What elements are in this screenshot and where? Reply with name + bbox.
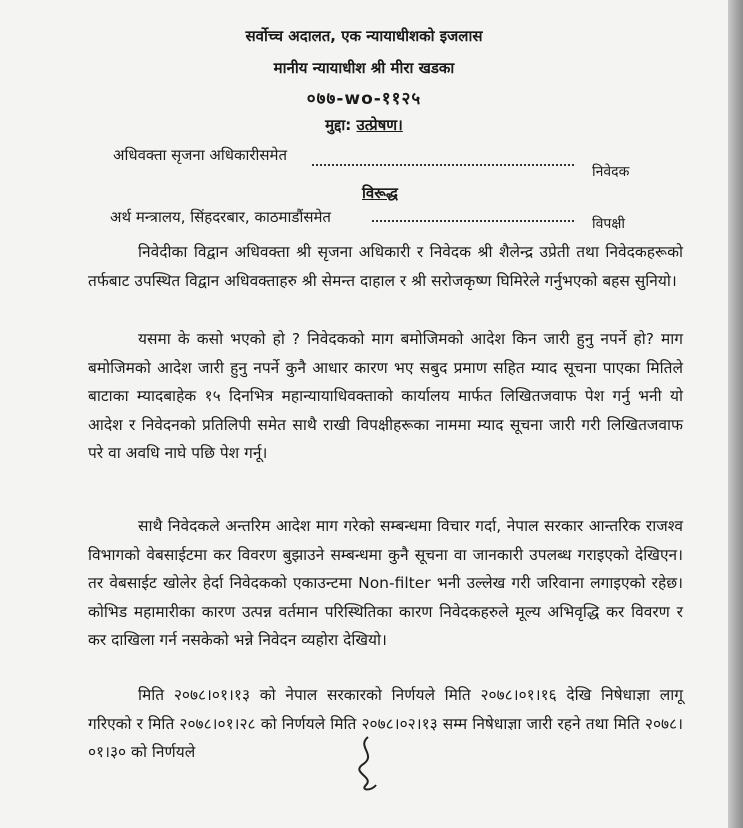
paragraph-dates: मिति २०७८।०१।१३ को नेपाल सरकारको निर्णयले मिति २०७८।०१।१६ देखि निषेधाज्ञा लागू गरिएको र मिति २०७८।०१।२८ को निर्णयले मिति २०७८।०२।१३ सम्म निषेधाज्ञा जारी रहने तथा मिति २०७८।०१।३० को निर्णयले: [88, 686, 683, 761]
paragraph-interim: साथै निवेदकले अन्तरिम आदेश माग गरेको सम्बन्धमा विचार गर्दा, नेपाल सरकार आन्तरिक राजश्व विभागको वेबसाईटमा कर विवरण बुझाउने सम्बन्धमा कुनै सूचना वा जानकारी उपलब्ध गराइएको देखिएन। तर वेबसाईट खोलेर हेर्दा निवेदकको एकाउन्टमा Non-filter भनी उल्लेख गरी जरिवाना लगाइएको रहेछ। कोभिड महामारीका कारण उत्पन्न वर्तमान परिस्थितिका कारण निवेदकहरुले मूल्य अभिवृद्धि कर विवरण र कर दाखिला गर्न नसकेको भन्ने निवेदन व्यहोरा देखियो।: [88, 517, 683, 649]
versus-label: विरूद्ध: [362, 184, 398, 202]
case-type-prefix: मुद्दा:: [325, 116, 352, 134]
respondent-name: अर्थ मन्त्रालय, सिंहदरबार, काठमाडौंसमेत: [110, 208, 331, 226]
case-number: ०७७-wo-११२५: [306, 89, 422, 109]
case-type: [0, 115, 728, 135]
paragraph-hearing: निवेदीका विद्वान अधिवक्ता श्री सृजना अधिकारी र निवेदक श्री शैलेन्द्र उप्रेती तथा निवेदकहरूको तर्फबाट उपस्थित विद्वान अधिवक्ताहरु श्री सेमन्त दाहाल र श्री सरोजकृष्ण घिमिरेले गर्नुभएको बहस सुनियो।: [88, 243, 683, 290]
judge-heading: मानीय न्यायाधीश श्री मीरा खडका: [273, 59, 455, 77]
paragraph-order: यसमा के कसो भएको हो ? निवेदकको माग बमोजिमको आदेश किन जारी हुनु नपर्ने हो? माग बमोजिमको आदेश जारी हुनु नपर्ने कुनै आधार कारण भए सबुद प्रमाण सहित म्याद सूचना पाएका मितिले बाटाका म्यादबाहेक १५ दिनभित्र महान्यायाधिवक्ताको कार्यालय मार्फत लिखितजवाफ पेश गर्नु भनी यो आदेश र निवेदनको प्रतिलिपी समेत साथै राखी विपक्षीहरूका नाममा म्याद सूचना जारी गरी लिखितजवाफ परे वा अवधि नाघे पछि पेश गर्नू।: [88, 330, 683, 462]
petitioner-dotted-line: [312, 164, 574, 166]
respondent-role: विपक्षी: [592, 216, 626, 232]
page-edge-shadow: [728, 0, 743, 828]
respondent-dotted-line: [372, 220, 574, 222]
signature-mark: [348, 733, 388, 793]
case-type-value: उत्प्रेषण।: [356, 116, 403, 134]
court-heading: सर्वोच्च अदालत, एक न्यायाधीशको इजलास: [245, 27, 483, 45]
petitioner-role: निवेदक: [592, 164, 630, 180]
petitioner-name: अधिवक्ता सृजना अधिकारीसमेत: [113, 146, 288, 164]
